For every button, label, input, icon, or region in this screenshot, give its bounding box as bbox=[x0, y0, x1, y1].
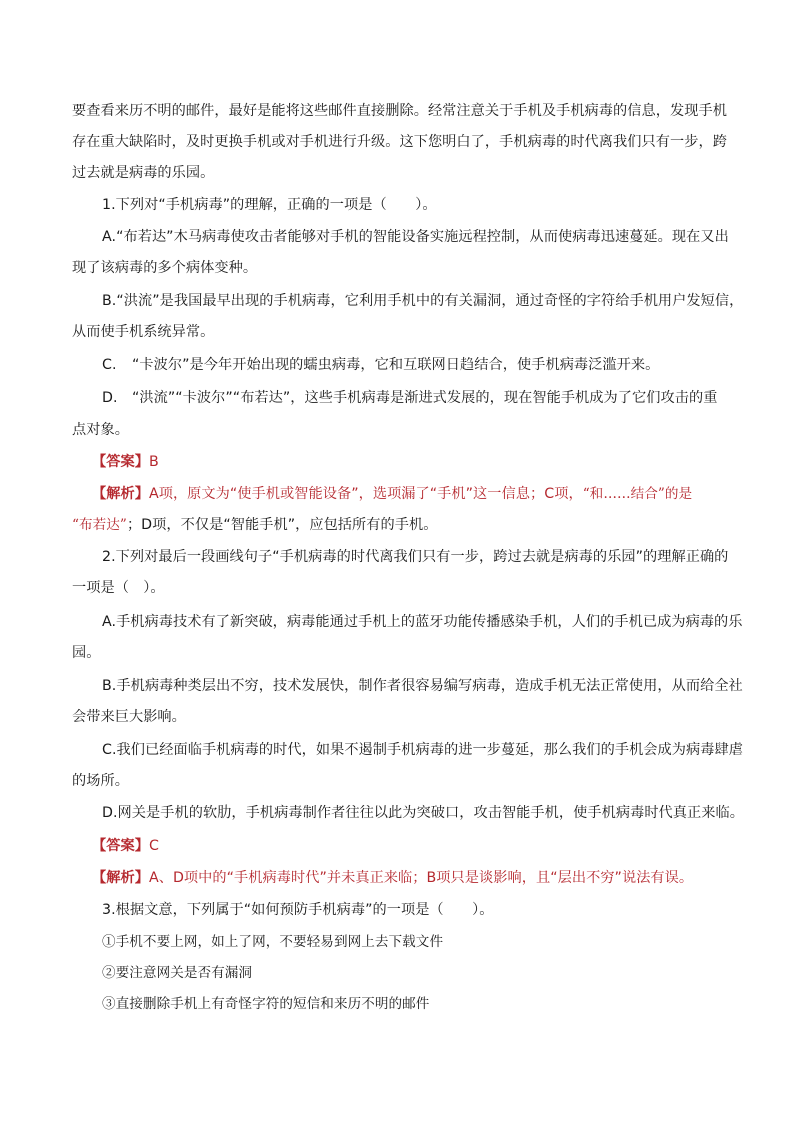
q2-option-d: D.网关是手机的软肋，手机病毒制作者往往以此为突破口，攻击智能手机，使手机病毒时代真正来临。 bbox=[102, 805, 744, 821]
q2-option-a-line-1: A.手机病毒技术有了新突破，病毒能通过手机上的蓝牙功能传播感染手机，人们的手机已成为病毒的乐 bbox=[102, 614, 743, 630]
q1-option-b-line-1: B.“洪流”是我国最早出现的手机病毒，它利用手机中的有关漏洞，通过奇怪的字符给手机用户发短信， bbox=[102, 293, 744, 309]
q3-item-1: ①手机不要上网，如上了网，不要轻易到网上去下载文件 bbox=[102, 934, 444, 950]
q3-item-3: ③直接删除手机上有奇怪字符的短信和来历不明的邮件 bbox=[102, 996, 430, 1012]
q1-option-b-line-2: 从而使手机系统异常。 bbox=[72, 324, 215, 340]
q2-option-c-line-2: 的场所。 bbox=[72, 773, 129, 789]
analysis-tag: 【解析】 bbox=[92, 486, 149, 502]
q2-answer bbox=[92, 836, 159, 856]
analysis-text-1a: A项，原文为“使手机或智能设备”，选项漏了“手机”这一信息；C项， bbox=[148, 486, 583, 502]
q1-analysis-line-1 bbox=[92, 484, 692, 504]
answer-tag: 【答案】 bbox=[92, 838, 149, 854]
q2-option-a-line-2: 园。 bbox=[72, 645, 101, 661]
q2-option-b-line-2: 会带来巨大影响。 bbox=[72, 709, 186, 725]
analysis-text-2a: “布若达” bbox=[72, 517, 127, 533]
intro-line-3: 过去就是病毒的乐园。 bbox=[72, 165, 215, 181]
intro-line-2: 存在重大缺陷时，及时更换手机或对手机进行升级。这下您明白了，手机病毒的时代离我们只有一步，跨 bbox=[72, 134, 727, 150]
q1-answer bbox=[92, 452, 159, 472]
answer-value: B bbox=[148, 454, 159, 470]
q1-option-a-line-1: A.“布若达”木马病毒使攻击者能够对手机的智能设备实施远程控制，从而使病毒迅速蔓延。现在又出 bbox=[102, 229, 729, 245]
q2-analysis bbox=[92, 868, 693, 888]
question-1-stem: 1.下列对“手机病毒”的理解，正确的一项是（ ）。 bbox=[102, 197, 437, 213]
analysis-text: A、D项中的“手机病毒时代”并未真正来临；B项只是谈影响，且“层出不穷”说法有误。 bbox=[148, 870, 694, 886]
q2-option-c-line-1: C.我们已经面临手机病毒的时代，如果不遏制手机病毒的进一步蔓延，那么我们的手机会成为病毒肆虐 bbox=[102, 742, 743, 758]
question-2-stem-line-2: 一项是（ ）。 bbox=[72, 580, 165, 596]
q1-option-d-text: “洪流”“卡波尔”“布若达”，这些手机病毒是渐进式发展的，现在智能手机成为了它们攻击的重 bbox=[132, 390, 718, 406]
q1-option-c-label: C. bbox=[102, 357, 117, 373]
q1-option-d-line-1 bbox=[102, 388, 717, 408]
question-3-stem: 3.根据文意，下列属于“如何预防手机病毒”的一项是（ ）。 bbox=[102, 902, 494, 918]
analysis-text-1b: “和……结合”的是 bbox=[582, 486, 693, 502]
analysis-tag: 【解析】 bbox=[92, 870, 149, 886]
question-2-stem-line-1: 2.下列对最后一段画线句子“手机病毒的时代离我们只有一步，跨过去就是病毒的乐园”的理解正确的 bbox=[102, 549, 729, 565]
q1-option-c-text: “卡波尔”是今年开始出现的蠕虫病毒，它和互联网日趋结合，使手机病毒泛滥开来。 bbox=[132, 357, 660, 373]
answer-value: C bbox=[148, 838, 159, 854]
intro-line-1: 要查看来历不明的邮件，最好是能将这些邮件直接删除。经常注意关于手机及手机病毒的信息，发现手机 bbox=[72, 103, 727, 119]
q1-option-d-label: D. bbox=[102, 390, 118, 406]
q1-analysis-line-2 bbox=[72, 515, 437, 535]
analysis-text-2b: ；D项，不仅是“智能手机”，应包括所有的手机。 bbox=[126, 517, 438, 533]
q3-item-2: ②要注意网关是否有漏洞 bbox=[102, 965, 253, 981]
answer-tag: 【答案】 bbox=[92, 454, 149, 470]
q1-option-d-line-2: 点对象。 bbox=[72, 422, 129, 438]
q2-option-b-line-1: B.手机病毒种类层出不穷，技术发展快，制作者很容易编写病毒，造成手机无法正常使用，从而给全社 bbox=[102, 678, 743, 694]
q1-option-c bbox=[102, 355, 659, 375]
q1-option-a-line-2: 现了该病毒的多个病体变种。 bbox=[72, 260, 258, 276]
